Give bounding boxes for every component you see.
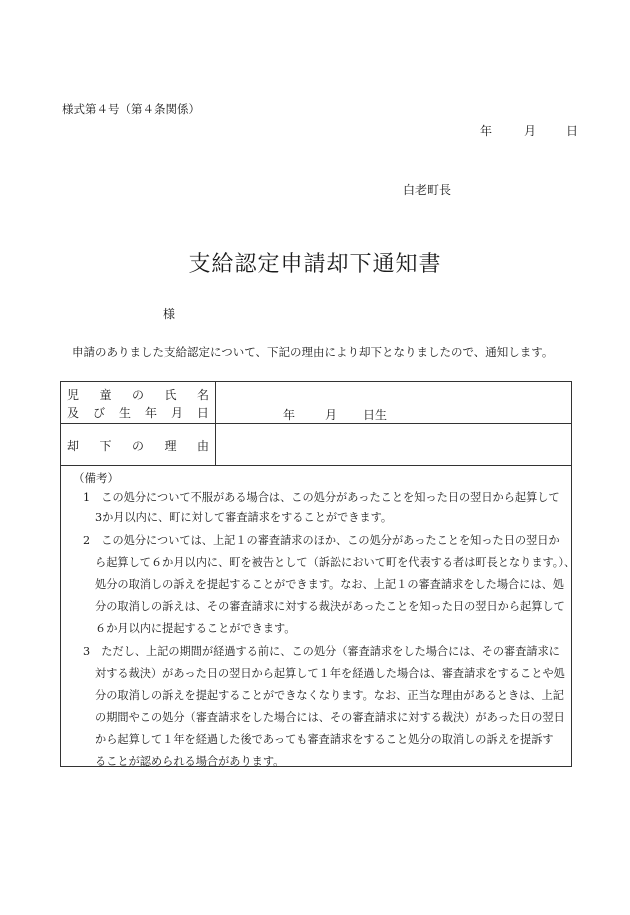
label-divider (215, 382, 216, 466)
birthdate-value: 年 月 日生 (283, 408, 388, 422)
recipient-suffix: 様 (163, 307, 176, 321)
note-line: 1 この処分について不服がある場合は、この処分があったことを知った日の翌日から起算して (83, 491, 560, 504)
note-line: 処分の取消しの訴えを提起することができます。なお、上記１の審査請求をした場合には、処 (95, 578, 564, 591)
note-line: の期間やこの処分（審査請求をした場合には、その審査請求に対する裁決）があった日の翌日 (95, 711, 565, 724)
child-name-label: 児 童 の 氏 名 (67, 388, 209, 402)
note-line: ６か月以内に提起することができます。 (95, 622, 296, 635)
note-line: ることが認められる場合があります。 (95, 755, 285, 768)
issue-date (480, 122, 578, 139)
document-title: 支給認定申請却下通知書 (188, 252, 442, 277)
note-line: 3か月以内に、町に対して審査請求をすることができます。 (95, 511, 393, 524)
issuer: 白老町長 (403, 183, 452, 197)
note-line: 3 ただし、上記の期間が経過する前に、この処分（審査請求をした場合には、その審査請求に (83, 645, 560, 658)
child-name-row (61, 382, 571, 424)
note-line: ら起算して６か月以内に、町を被告として（訴訟において町を代表する者は町長となります。）、 (95, 556, 576, 569)
note-line: 分の取消しの訴えを提起することができなくなります。なお、正当な理由があるときは、上記 (95, 689, 564, 702)
date-day: 日 (566, 124, 579, 138)
notes-heading: （備考） (73, 471, 119, 485)
rejection-reason-label: 却 下 の 理 由 (67, 439, 209, 453)
note-line: 2 この処分については、上記１の審査請求のほか、この処分があったことを知った日の翌日か (83, 534, 560, 547)
note-line: から起算して１年を経過した後であっても審査請求をすること処分の取消しの訴えを提訴す (95, 733, 554, 746)
form-number: 様式第４号（第４条関係） (62, 102, 200, 116)
form-table (60, 381, 576, 768)
rejection-reason-row (61, 424, 571, 466)
birthdate-label: 及 び 生 年 月 日 (67, 406, 209, 420)
date-year: 年 (480, 124, 493, 138)
note-line: 対する裁決）があった日の翌日から起算して１年を経過した場合は、審査請求をすることや処 (95, 667, 565, 680)
date-month: 月 (524, 124, 537, 138)
note-line: 分の取消しの訴えは、その審査請求に対する裁決があったことを知った日の翌日から起算して (95, 600, 565, 613)
intro-text: 申請のありました支給認定について、下記の理由により却下となりましたので、通知します。 (72, 345, 554, 359)
